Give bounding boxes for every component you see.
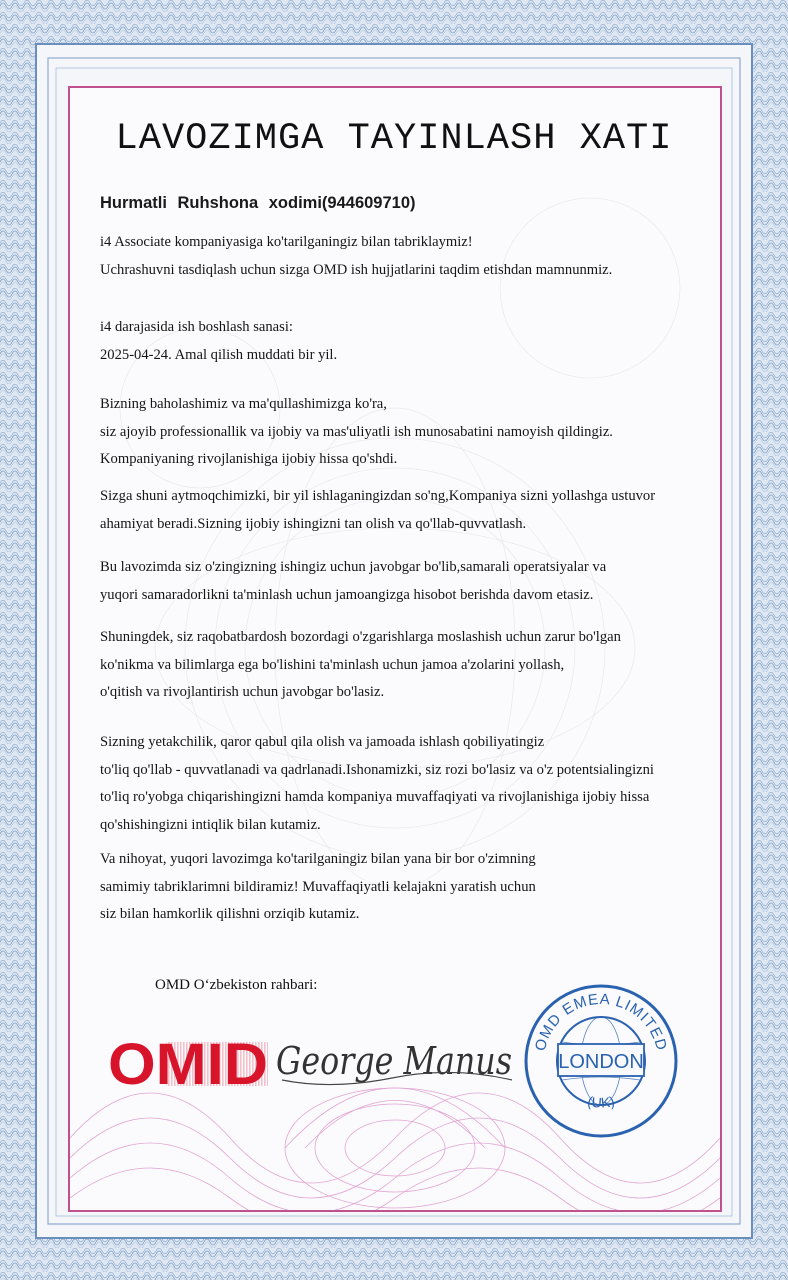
paragraph-team (100, 624, 621, 707)
signature (272, 1020, 524, 1100)
text-line: siz ajoyib professionallik va ijobiy va mas'uliyatli ish munosabatini namoyish qildingiz. (100, 423, 613, 440)
text-line: i4 Associate kompaniyasiga ko'tarilganingiz bilan tabriklaymiz! (100, 234, 473, 250)
letter-greeting: Hurmatli Ruhshona xodimi(944609710) (100, 194, 416, 212)
text-line: Uchrashuvni tasdiqlash uchun sizga OMD ish hujjatlarini taqdim etishdan mamnunmiz. (100, 261, 613, 278)
paragraph-congratulations (100, 229, 612, 284)
text-line: Bu lavozimda siz o'zingizning ishingiz uchun javobgar bo'lib,samarali operatsiyalar va (100, 559, 607, 575)
seal-top-text: OMD EMEA LIMITED (531, 990, 671, 1053)
signature-text: George Manus (276, 1039, 512, 1083)
text-line: o'qitish va rivojlantirish uchun javobgar bo'lasiz. (100, 684, 385, 700)
paragraph-leadership (100, 729, 654, 839)
paragraph-responsibility (100, 554, 606, 609)
text-line: to'liq ro'yobga chiqarishingizni hamda kompaniya muvaffaqiyati va rivojlanishiga ijobiy hissa (100, 789, 650, 805)
paragraph-evaluation (100, 391, 613, 474)
text-line: siz bilan hamkorlik qilishni orziqib kutamiz. (100, 906, 360, 922)
seal-center-text: LONDON (558, 1051, 644, 1073)
svg-text:(UK) (586, 1093, 616, 1111)
text-line: samimiy tabriklarimni bildiramiz! Muvaffaqiyatli kelajakni yaratish uchun (100, 878, 536, 895)
text-line: Va nihoyat, yuqori lavozimga ko'tarilganingiz bilan yana bir bor o'zimning (100, 851, 536, 867)
signatory-label: OMD O‘zbekiston rahbari: (155, 977, 318, 993)
text-line: ahamiyat beradi.Sizning ijobiy ishingizni tan olish va qo'llab-quvvatlash. (100, 515, 527, 532)
paragraph-closing (100, 846, 536, 929)
company-seal (522, 982, 680, 1140)
text-line: qo'shishingizni intiqlik bilan kutamiz. (100, 816, 321, 833)
text-line: Sizga shuni aytmoqchimizki, bir yil ishlaganingizdan so'ng,Kompaniya sizni yollashga ustuvor (100, 488, 656, 504)
text-line: Kompaniyaning rivojlanishiga ijobiy hissa qo'shdi. (100, 451, 398, 467)
text-line: Bizning baholashimiz va ma'qullashimizga ko'ra, (100, 396, 387, 412)
paragraph-priority (100, 483, 655, 538)
letter-title: LAVOZIMGA TAYINLASH XATI (115, 118, 673, 160)
text-line: 2025-04-24. Amal qilish muddati bir yil. (100, 346, 338, 363)
text-line: yuqori samaradorlikni ta'minlash uchun jamoangizga hisobot berishda davom etasiz. (100, 586, 594, 603)
seal-bottom-text: (UK) (586, 1092, 616, 1111)
text-line: to'liq qo'llab - quvvatlanadi va qadrlanadi.Ishonamizki, siz rozi bo'lasiz va o'z potentsialingizni (100, 761, 654, 778)
text-line: Shuningdek, siz raqobatbardosh bozordagi o'zgarishlarga moslashish uchun zarur bo'lgan (100, 629, 621, 645)
text-line: Sizning yetakchilik, qaror qabul qila olish va jamoada ishlash qobiliyatingiz (100, 734, 545, 750)
text-line: ko'nikma va bilimlarga ega bo'lishini ta'minlash uchun jamoa a'zolarini yollash, (100, 656, 565, 673)
omd-logo (108, 1032, 270, 1092)
logo-text: OMID (108, 1032, 268, 1092)
text-line: i4 darajasida ish boshlash sanasi: (100, 319, 293, 335)
paragraph-start-date (100, 314, 337, 369)
